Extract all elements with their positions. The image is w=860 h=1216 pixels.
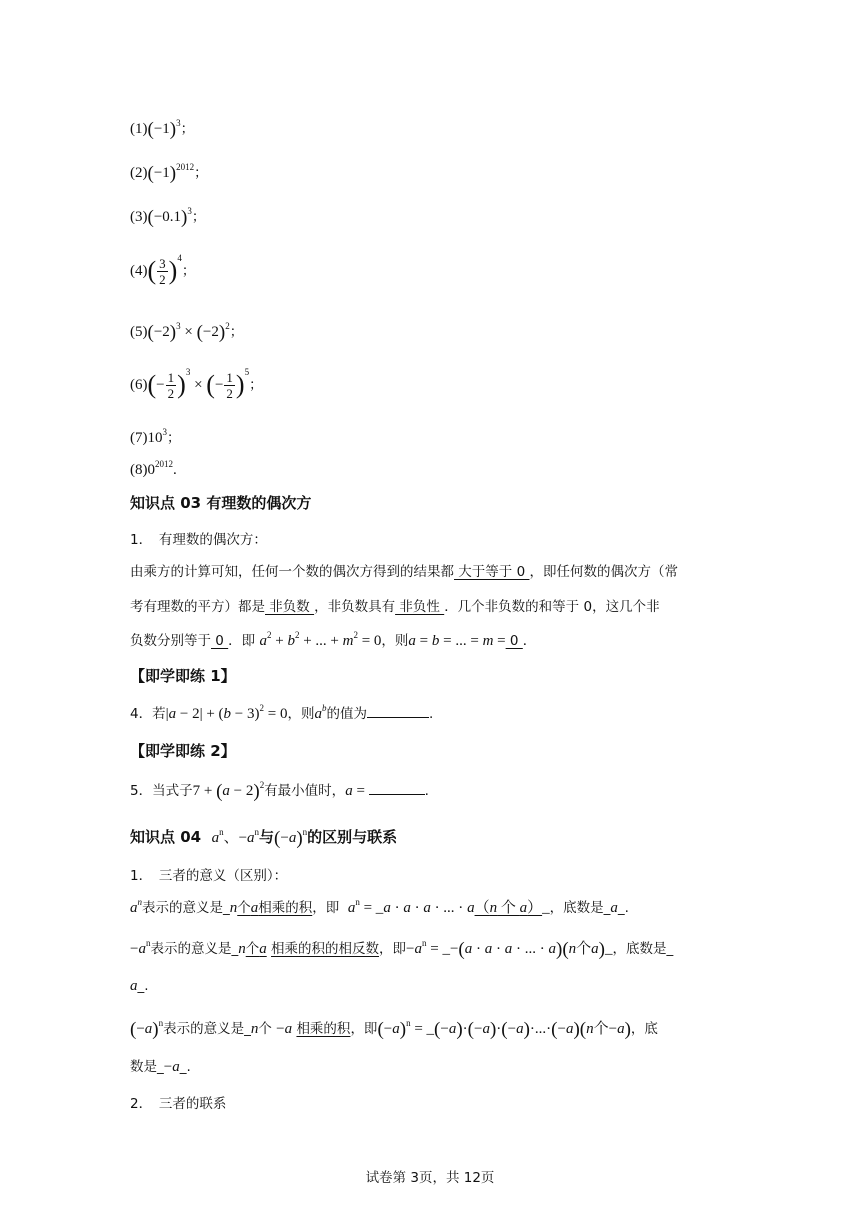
section-04-item-2: 2． 三者的联系 — [130, 1096, 227, 1112]
answer-blank[interactable] — [369, 781, 425, 795]
fill-answer: 0 — [211, 633, 229, 649]
practice-1-question: 4．若$|a - 2| + (b - 3)^2 = 0$，则$a^b$的值为 . — [130, 703, 434, 722]
exercise-2: $(2)(-1)^{2012}$； — [130, 162, 208, 184]
fill-answer: 非负性 — [395, 599, 445, 615]
page-footer: 试卷第 3页，共 12页 — [365, 1170, 495, 1186]
section-04-title: 知识点 04 $a^n$、$-a^n$与$(-a)^n$的区别与联系 — [130, 827, 398, 849]
answer-blank[interactable] — [367, 704, 429, 718]
section-03-paragraph-line-3: 负数分别等于 0 ．即 $a^2 + b^2$ + ... + $m^2 = 0$，则a = b = ... = m = 0 ． — [130, 630, 537, 649]
practice-2-title: 【即学即练 2】 — [130, 742, 236, 760]
meaning-line-1: $a^n$表示的意义是_n个a相乘的积，即 $a^n$ = _a · a · a · ... · a（n 个 a）_，底数是_a_. — [130, 897, 629, 916]
section-03-paragraph-line-1: 由乘方的计算可知，任何一个数的偶次方得到的结果都 大于等于 0 ，即任何数的偶次方（常 — [130, 564, 678, 580]
exercise-7: $(7)10^3$； — [130, 427, 181, 446]
formula-equal: a = b = ... = m = — [408, 633, 506, 649]
exercise-4: (4)( $\frac{3}{2}$ )$^4$； — [130, 253, 196, 288]
formula-a-equals: a = — [345, 783, 369, 799]
section-03-title: 知识点 03 有理数的偶次方 — [130, 494, 312, 512]
practice-1-title: 【即学即练 1】 — [130, 667, 236, 685]
formula-a-pow-b: $a^b$ — [314, 703, 327, 722]
meaning-line-3: $(-a)^n$表示的意义是_n个 −a 相乘的积，即$(-a)^n$ = _(−a)·(−a)·(−a)·...·(−a)(n个−a)，底 — [130, 1018, 658, 1040]
formula-sum-squares: $a^2 + b^2$ + ... + $m^2 = 0$ — [259, 630, 382, 649]
fill-answer: 大于等于 0 — [454, 564, 530, 580]
exercise-6: (6)(− $\frac{1}{2}$ )$^3$ × (− $\frac{1}{2}$ )$^5$； — [130, 367, 263, 402]
exercise-5: $(5)(-2)^3 \times (-2)^2$； — [130, 321, 244, 343]
exercise-1: $(1)(-1)^3$； — [130, 118, 195, 140]
exercise-3: $(3)(-0.1)^3$； — [130, 206, 206, 228]
section-03-item-1: 1． 有理数的偶次方： — [130, 532, 267, 548]
formula-condition: $|a - 2| + (b - 3)^2 = 0$ — [165, 703, 288, 722]
section-04-item-1: 1． 三者的意义（区别）： — [130, 868, 288, 884]
fill-answer: 0 — [505, 633, 523, 649]
exercise-8: $(8)0^{2012}$. — [130, 459, 177, 478]
fill-answer: 非负数 — [265, 599, 315, 615]
practice-2-question: 5．当式子$7 + (a - 2)^2$有最小值时，a = . — [130, 780, 429, 802]
formula-expression: $7 + (a - 2)^2$ — [192, 780, 265, 802]
meaning-line-2-cont: a_. — [130, 978, 149, 994]
meaning-line-2: $-a^n$表示的意义是_n个a 相乘的积的相反数，即$-a^n$ = _−(a · a · a · ... · a)(n个a)_，底数是_ — [130, 938, 674, 960]
meaning-line-3-cont: 数是_−a_. — [130, 1059, 191, 1075]
section-03-paragraph-line-2: 考有理数的平方）都是 非负数 ，非负数具有 非负性 ．几个非负数的和等于 0，这几个非 — [130, 599, 660, 615]
